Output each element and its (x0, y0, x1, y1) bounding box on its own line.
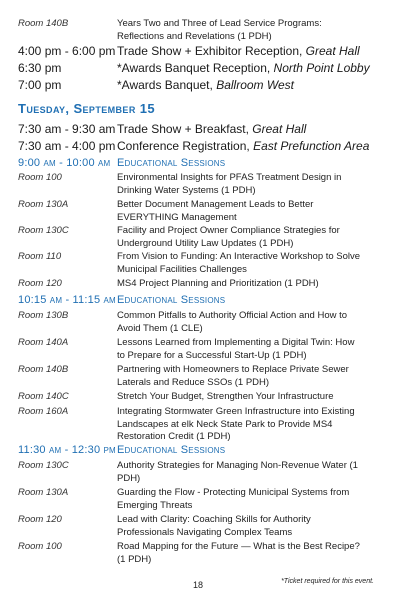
event-text (117, 122, 387, 137)
session-title: Lead with Clarity: Coaching Skills for Authority Professionals Navigating Complex Teams (117, 514, 311, 538)
room-label: Room 100 (18, 172, 62, 183)
event-name: Trade Show + Exhibitor Reception, (117, 44, 306, 58)
event-name: *Awards Banquet Reception, (117, 61, 274, 75)
time-label: 4:00 pm - 6:00 pm (18, 44, 116, 58)
session-title: Guarding the Flow - Protecting Municipal Systems from Emerging Threats (117, 487, 350, 511)
session-title: MS4 Project Planning and Prioritization (1 PDH) (117, 278, 319, 289)
event-venue: North Point Lobby (273, 61, 370, 75)
session-title: Road Mapping for the Future — What is the Best Recipe? (1 PDH) (117, 541, 360, 565)
session-title: Common Pitfalls to Authority Official Action and How to Avoid Them (1 CLE) (117, 310, 348, 334)
room-label: Room 140B (18, 364, 69, 375)
session-label: Educational Sessions (117, 294, 226, 306)
event-text (117, 78, 387, 93)
event-name: *Awards Banquet, (117, 78, 217, 92)
session-title: Facility and Project Owner Compliance Strategies for Underground Utility Law Updates (1 PDH) (117, 225, 340, 249)
room-label: Room 120 (18, 278, 62, 289)
day-heading: Tuesday, September 15 (18, 101, 155, 116)
session-label: Educational Sessions (117, 157, 226, 169)
event-venue: East Prefunction Area (253, 139, 370, 153)
event-venue: Great Hall (305, 44, 360, 58)
room-label: Room 140A (18, 337, 69, 348)
room-label: Room 140C (18, 391, 69, 402)
event-text (117, 139, 387, 154)
session-time: 9:00 am - 10:00 am (18, 157, 111, 169)
session-title: Authority Strategies for Managing Non-Revenue Water (1 PDH) (117, 460, 358, 484)
room-label: Room 120 (18, 514, 62, 525)
session-title: From Vision to Funding: An Interactive Workshop to Solve Municipal Facilities Challenges (117, 251, 361, 275)
page-number: 18 (193, 580, 204, 590)
session-title: Lessons Learned from Implementing a Digital Twin: How to Prepare for a Successful Start-Up (1 PDH) (117, 337, 355, 361)
session-time: 10:15 am - 11:15 am (18, 294, 116, 306)
session-time: 11:30 am - 12:30 pm (18, 444, 116, 456)
room-label: Room 130A (18, 199, 69, 210)
ticket-footnote: *Ticket required for this event. (281, 578, 374, 585)
room-label: Room 160A (18, 406, 69, 417)
room-label: Room 130C (18, 460, 69, 471)
time-label: 7:30 am - 4:00 pm (18, 139, 116, 153)
session-label: Educational Sessions (117, 444, 226, 456)
session-title: Stretch Your Budget, Strengthen Your Infrastructure (117, 391, 334, 402)
room-label: Room 100 (18, 541, 62, 552)
event-name: Trade Show + Breakfast, (117, 122, 253, 136)
session-title: Partnering with Homeowners to Replace Private Sewer Laterals and Reduce SSOs (1 PDH) (117, 364, 349, 388)
event-text (117, 44, 387, 59)
session-title: Better Document Management Leads to Better EVERYTHING Management (117, 199, 314, 223)
event-venue: Great Hall (252, 122, 307, 136)
session-title: Environmental Insights for PFAS Treatment Design in Drinking Water Systems (1 PDH) (117, 172, 342, 196)
room-label: Room 110 (18, 251, 62, 262)
event-name: Conference Registration, (117, 139, 254, 153)
event-text (117, 61, 387, 76)
time-label: 7:30 am - 9:30 am (18, 122, 116, 136)
room-label: Room 140B (18, 18, 69, 29)
room-label: Room 130A (18, 487, 69, 498)
room-label: Room 130B (18, 310, 69, 321)
time-label: 7:00 pm (18, 78, 62, 92)
room-label: Room 130C (18, 225, 69, 236)
session-title: Integrating Stormwater Green Infrastructure into Existing Landscapes at elk Neck State Park to Provide MS4 Restoration Credit (1 PDH) (117, 406, 355, 442)
event-venue: Ballroom West (216, 78, 294, 92)
session-title: Years Two and Three of Lead Service Programs: Reflections and Revelations (1 PDH) (117, 18, 322, 42)
time-label: 6:30 pm (18, 61, 62, 75)
